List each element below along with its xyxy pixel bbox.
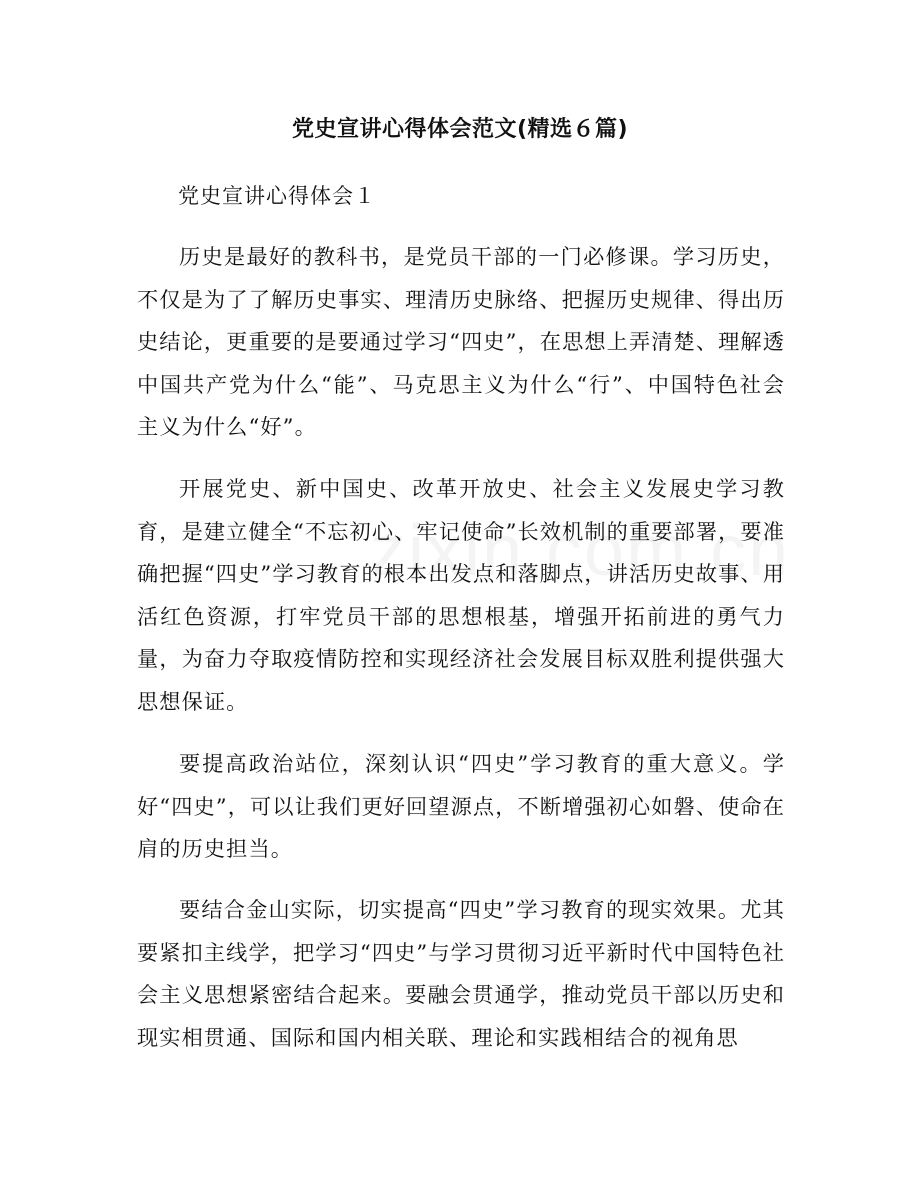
paragraph-1: 历史是最好的教科书，是党员干部的一门必修课。学习历史，不仅是为了了解历史事实、理清历史脉络、把握历史规律、得出历史结论，更重要的是要通过学习“四史”，在思想上弄清楚、理解透中国共产党为什么“能”、马克思主义为什么“行”、中国特色社会主义为什么“好”。	[137, 244, 785, 440]
paragraph-3: 要提高政治站位，深刻认识“四史”学习教育的重大意义。学好“四史”，可以让我们更好回望源点，不断增强初心如磐、使命在肩的历史担当。	[137, 751, 785, 862]
paragraph-4: 要结合金山实际，切实提高“四史”学习教育的现实效果。尤其要紧扣主线学，把学习“四史”与学习贯彻习近平新时代中国特色社会主义思想紧密结合起来。要融会贯通学，推动党员干部以历史和现实相贯通、国际和国内相关联、理论和实践相结合的视角思	[137, 897, 785, 1050]
section-heading: 党史宣讲心得体会１	[178, 184, 376, 208]
paragraph-2: 开展党史、新中国史、改革开放史、社会主义发展史学习教育，是建立健全“不忘初心、牢记使命”长效机制的重要部署，要准确把握“四史”学习教育的根本出发点和落脚点，讲活历史故事、用活红色资源，打牢党员干部的思想根基，增强开拓前进的勇气力量，为奋力夺取疫情防控和实现经济社会发展目标双胜利提供强大思想保证。	[137, 476, 785, 714]
document-title: 党史宣讲心得体会范文(精选６篇)	[291, 117, 629, 142]
